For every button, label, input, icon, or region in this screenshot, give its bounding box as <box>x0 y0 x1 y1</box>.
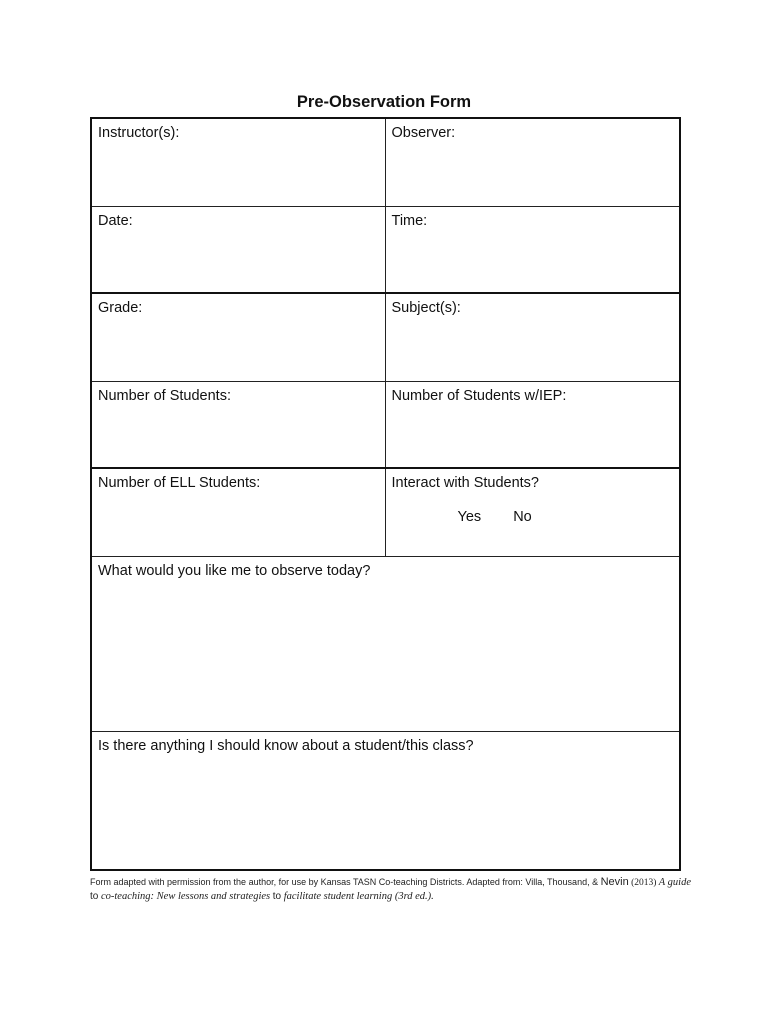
observer-field[interactable] <box>385 118 680 206</box>
yes-option[interactable]: Yes <box>457 509 482 525</box>
form-row <box>91 468 680 556</box>
observe-today-field[interactable] <box>91 556 680 731</box>
footnote <box>90 876 710 904</box>
form-row <box>91 731 680 870</box>
time-label: Time: <box>391 212 428 229</box>
observation-form-table <box>90 117 681 871</box>
observer-label: Observer: <box>391 125 456 141</box>
observe-today-label: What would you like me to observe today? <box>98 562 371 579</box>
page-title: Pre-Observation Form <box>296 93 472 111</box>
grade-label: Grade: <box>98 300 143 316</box>
instructors-field[interactable] <box>91 118 385 206</box>
num-students-field[interactable] <box>91 381 385 468</box>
num-ell-field[interactable] <box>91 468 385 556</box>
form-row <box>91 206 680 293</box>
subjects-field[interactable] <box>385 293 680 381</box>
instructors-label: Instructor(s): <box>98 125 180 141</box>
grade-field[interactable] <box>91 293 385 381</box>
know-about-label: Is there anything I should know about a student/this class? <box>98 737 474 754</box>
date-field[interactable] <box>91 206 385 293</box>
subjects-label: Subject(s): <box>391 300 461 316</box>
footnote-book-a: A guide <box>658 877 691 888</box>
footnote-book-c: facilitate student learning (3rd ed.). <box>281 891 434 902</box>
footnote-year: (2013) <box>628 878 659 888</box>
yes-no-options <box>392 509 674 525</box>
footnote-to-1: to <box>90 891 99 902</box>
know-about-field[interactable] <box>91 731 680 870</box>
num-students-label: Number of Students: <box>98 387 231 404</box>
num-students-iep-label: Number of Students w/IEP: <box>391 387 567 404</box>
footnote-author: Nevin <box>600 876 629 888</box>
time-field[interactable] <box>385 206 680 293</box>
form-row <box>91 118 680 206</box>
footnote-to-2: to <box>272 891 282 902</box>
footnote-text: Form adapted with permission from the author, for use by Kansas TASN Co-teaching Districts. Adapted from: Villa, Thousand, & <box>90 877 601 887</box>
interact-field <box>385 468 680 556</box>
interact-label: Interact with Students? <box>391 475 539 491</box>
num-students-iep-field[interactable] <box>385 381 680 468</box>
form-row <box>91 556 680 731</box>
footnote-book-b: co-teaching: New lessons and strategies <box>98 891 273 902</box>
num-ell-label: Number of ELL Students: <box>98 475 261 491</box>
form-row <box>91 381 680 468</box>
no-option[interactable]: No <box>513 509 532 525</box>
form-row <box>91 293 680 381</box>
date-label: Date: <box>98 212 133 229</box>
